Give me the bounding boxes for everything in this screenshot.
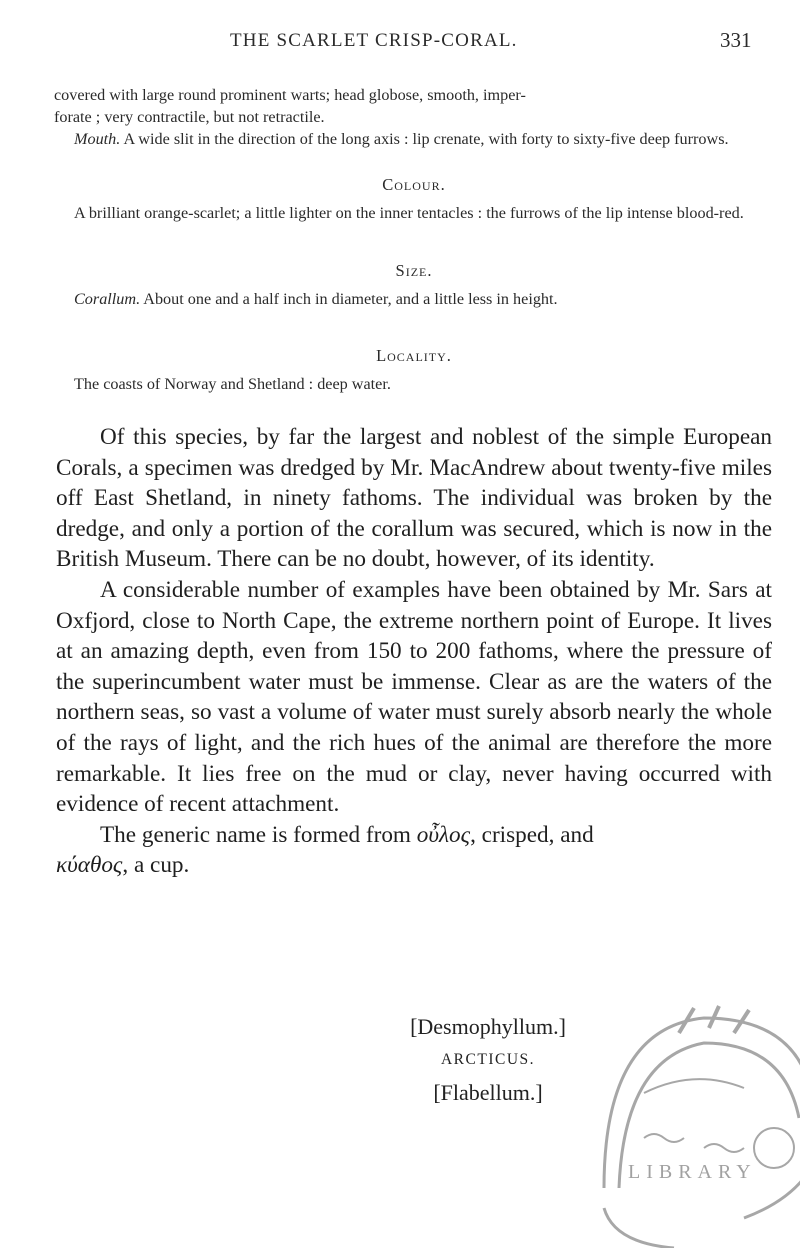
alternate-genus-name: [Flabellum.] <box>433 1080 543 1105</box>
greek-word-oulos: οὖλος <box>416 821 471 848</box>
colour-text: A brilliant orange-scarlet; a little lighter on the inner tentacles : the furrows of the lip intense blood-red. <box>74 204 744 222</box>
stamp-text: LIBRARY <box>628 1161 757 1183</box>
mouth-paragraph <box>54 128 774 150</box>
body-paragraph-2: A considerable number of examples have been obtained by Mr. Sars at Oxfjord, close to North Cape, the extreme northern point of Europe. It lives at an amazing depth, even from 150 to 200 fathoms, where the pressure of the superincumbent water must be immense. Clear as are the waters of the northern seas, so vast a volume of water must surely absorb nearly the whole of the rays of light, and the rich hues of the animal are therefore the more remarkable. It lies free on the mud or clay, never having occurred with evidence of recent attachment. <box>56 576 772 818</box>
etymology-text-b: , crisped, and <box>470 821 594 848</box>
running-head: THE SCARLET CRISP-CORAL. <box>230 30 518 51</box>
locality-section <box>54 345 774 395</box>
description-block <box>54 84 774 150</box>
size-text: About one and a half inch in diameter, and a little less in height. <box>140 290 558 308</box>
colour-heading: Colour. <box>382 175 446 194</box>
mouth-label: Mouth. <box>74 130 121 148</box>
species-names <box>398 1010 578 1109</box>
description-line-1: covered with large round prominent warts; head globose, smooth, imper- <box>54 86 526 104</box>
body-paragraph-1: Of this species, by far the largest and noblest of the simple European Corals, a specimen was dredged by Mr. MacAndrew about twenty-five miles off East Shetland, in ninety fathoms. The individual was broken by the dredge, and only a portion of the corallum was secured, which is now in the British Museum. There can be no doubt, however, of its identity. <box>56 424 772 573</box>
greek-word-kyathos: κύαθος <box>56 852 123 879</box>
size-heading: Size. <box>395 261 433 280</box>
etymology-text-a: The generic name is formed from <box>100 821 417 848</box>
library-stamp-icon <box>584 988 800 1248</box>
corallum-label: Corallum. <box>74 290 141 308</box>
etymology-text-c: , a cup. <box>122 852 190 879</box>
size-paragraph <box>54 288 774 310</box>
main-text <box>56 422 772 881</box>
size-section <box>54 260 774 310</box>
body-paragraph-3 <box>56 820 772 881</box>
species-name: ARCTICUS. <box>440 1051 536 1068</box>
page-number: 331 <box>720 28 752 52</box>
mouth-text: A wide slit in the direction of the long axis : lip crenate, with forty to sixty-five deep furrows. <box>120 130 729 148</box>
colour-section <box>54 174 774 224</box>
genus-name: [Desmophyllum.] <box>410 1014 566 1039</box>
locality-text: The coasts of Norway and Shetland : deep water. <box>74 375 391 393</box>
locality-heading: Locality. <box>376 346 452 365</box>
description-line-2: forate ; very contractile, but not retractile. <box>54 108 325 126</box>
